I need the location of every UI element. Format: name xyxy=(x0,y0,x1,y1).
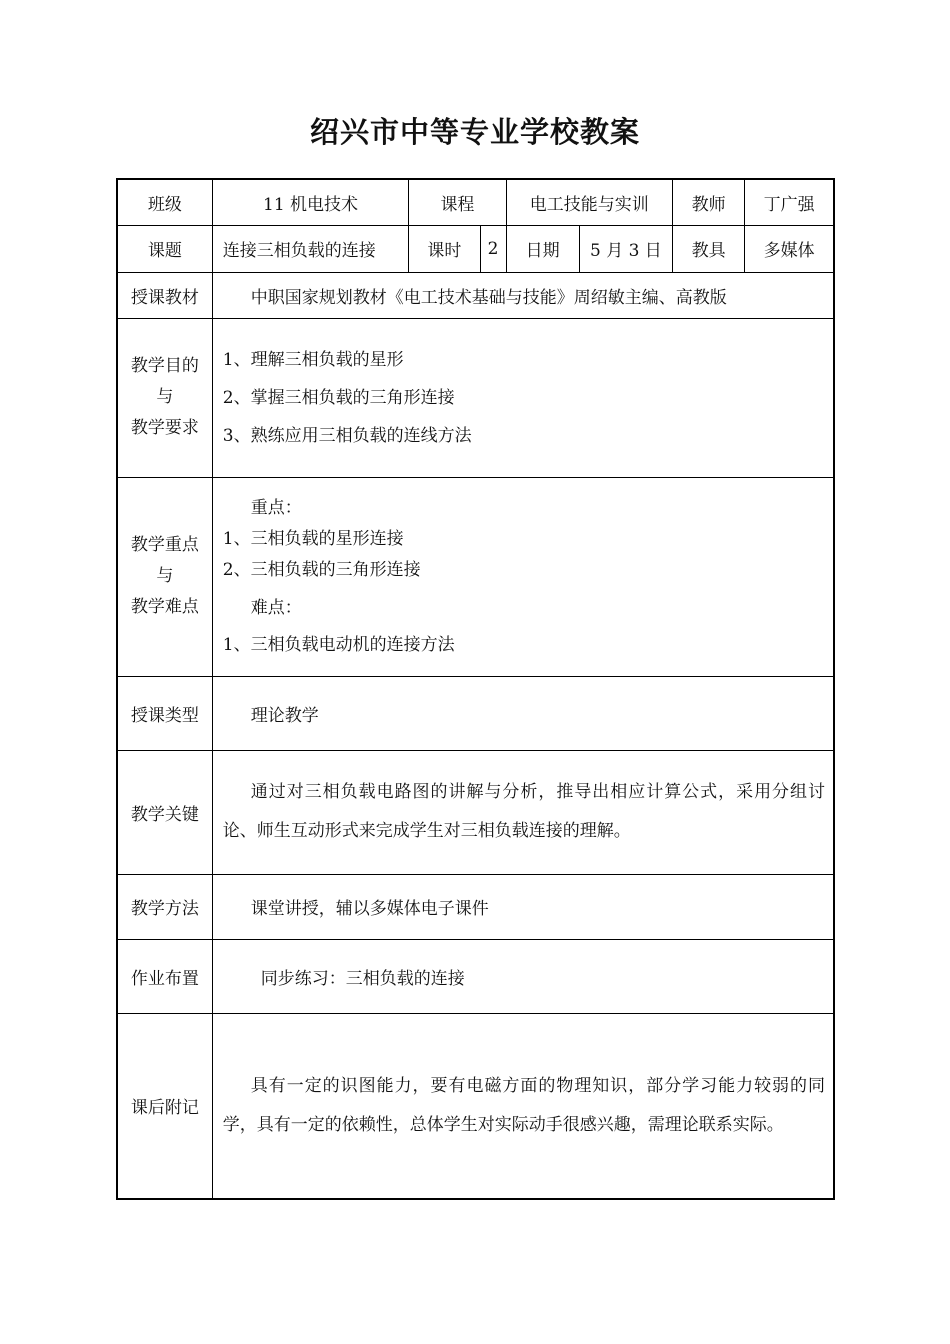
lesson-type-label: 授课类型 xyxy=(117,676,212,750)
homework-value: 同步练习：三相负载的连接 xyxy=(212,939,834,1013)
table-row-lesson-type xyxy=(117,676,834,750)
objectives-label-line2: 与 xyxy=(156,387,174,407)
key-points-label xyxy=(117,477,212,676)
table-row-key-points xyxy=(117,477,834,676)
key-item: 1、三相负载的星形连接 xyxy=(222,528,404,549)
key-points-label-line1: 教学重点 xyxy=(130,535,199,555)
homework-label: 作业布置 xyxy=(117,939,212,1013)
course-value: 电工技能与实训 xyxy=(506,179,672,225)
lesson-type-value: 理论教学 xyxy=(212,676,834,750)
table-row-notes xyxy=(117,1013,834,1199)
hours-value: 2 xyxy=(480,225,506,272)
objective-item: 1、理解三相负载的星形 xyxy=(222,349,404,370)
teaching-key-value: 通过对三相负载电路图的讲解与分析，推导出相应计算公式，采用分组讨论、师生互动形式来完成学生对三相负载连接的理解。 xyxy=(212,750,834,874)
table-row-teaching-key xyxy=(117,750,834,874)
key-item: 2、三相负载的三角形连接 xyxy=(222,559,421,580)
teaching-key-label: 教学关键 xyxy=(117,750,212,874)
key-points-label-line3: 教学难点 xyxy=(130,597,199,617)
table-row-method xyxy=(117,874,834,939)
date-value: 5 月 3 日 xyxy=(579,225,672,272)
topic-label: 课题 xyxy=(117,225,212,272)
teacher-label: 教师 xyxy=(673,179,745,225)
topic-value: 连接三相负载的连接 xyxy=(212,225,409,272)
table-row-objectives xyxy=(117,318,834,477)
table-row-homework xyxy=(117,939,834,1013)
objective-item: 2、掌握三相负载的三角形连接 xyxy=(222,387,455,408)
textbook-label: 授课教材 xyxy=(117,272,212,318)
objectives-content xyxy=(212,318,834,477)
tools-value: 多媒体 xyxy=(745,225,834,272)
table-row-class xyxy=(117,179,834,225)
key-points-label-line2: 与 xyxy=(156,566,174,586)
difficulty-item: 1、三相负载电动机的连接方法 xyxy=(222,634,455,655)
date-label: 日期 xyxy=(506,225,579,272)
class-value: 11 机电技术 xyxy=(212,179,409,225)
notes-value: 具有一定的识图能力，要有电磁方面的物理知识，部分学习能力较弱的同学，具有一定的依赖性，总体学生对实际动手很感兴趣，需理论联系实际。 xyxy=(212,1013,834,1199)
method-value: 课堂讲授，辅以多媒体电子课件 xyxy=(212,874,834,939)
textbook-value: 中职国家规划教材《电工技术基础与技能》周绍敏主编、高教版 xyxy=(212,272,834,318)
hours-label: 课时 xyxy=(409,225,480,272)
lesson-plan-table xyxy=(116,178,835,1200)
objective-item: 3、熟练应用三相负载的连线方法 xyxy=(222,425,472,446)
key-heading: 重点： xyxy=(250,497,302,518)
difficulty-heading: 难点： xyxy=(250,597,302,618)
key-points-content xyxy=(212,477,834,676)
objectives-label-line3: 教学要求 xyxy=(130,418,199,438)
table-row-topic xyxy=(117,225,834,272)
notes-label: 课后附记 xyxy=(117,1013,212,1199)
course-label: 课程 xyxy=(409,179,506,225)
tools-label: 教具 xyxy=(673,225,745,272)
table-row-textbook xyxy=(117,272,834,318)
method-label: 教学方法 xyxy=(117,874,212,939)
objectives-label-line1: 教学目的 xyxy=(130,356,199,376)
teacher-value: 丁广强 xyxy=(745,179,834,225)
document-title: 绍兴市中等专业学校教案 xyxy=(309,115,640,149)
class-label: 班级 xyxy=(117,179,212,225)
objectives-label xyxy=(117,318,212,477)
